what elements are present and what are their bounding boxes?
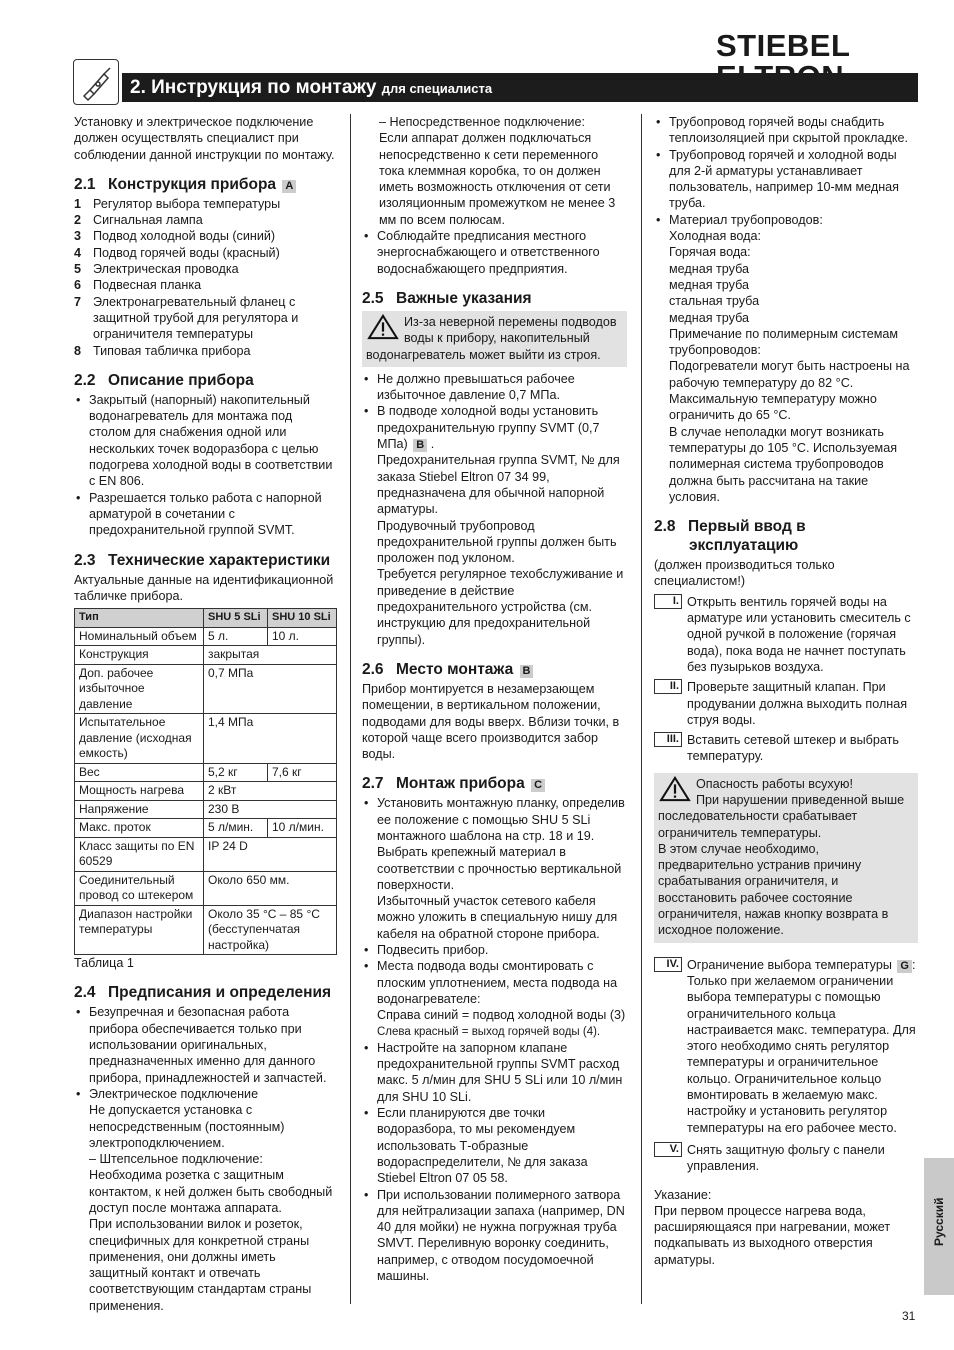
language-tab: Русский [924, 1158, 954, 1295]
list-item: • Безупречная и безопасная работа прибора обеспечивается только при использовании оригинальных, предназначенных именно для данного прибора, принадлежностей и запчастей. [74, 1004, 337, 1085]
column-3 [654, 114, 918, 1268]
list-item: • В подводе холодной воды установить предохранительную группу SVMT (0,7 МПа) B . Предохранительная группа SVMT, № для заказа Stiebel Eltron 07 34 99, предназначена для обычной напорной арматуры. Продувочный трубопровод предохранительной группы должен быть проложен под уклоном. Требуется регулярное техобслуживание и приведение в действие предохранительного устройства (см. инструкцию для предохранительной группы). [362, 403, 627, 647]
commissioning-lead: (должен производиться только специалистом!) [654, 558, 835, 589]
table-row: Диапазон настройки температуры Около 35 °C – 85 °C (бесступенчатая настройка) [75, 905, 337, 955]
page-number: 31 [902, 1309, 916, 1323]
list-item: • Установить монтажную планку, определив ее положение с помощью SHU 5 SLi монтажного шаблона на стр. 18 и 19. Выбрать крепежный материал в соответствии с прочностью вертикальной поверхности. Избыточный участок сетевого кабеля можно уложить в специальную нишу для кабеля на обратной стороне прибора. [362, 795, 627, 942]
list-item: • Настройте на запорном клапане предохранительной группы SVMT расход макс. 5 л/мин для SHU 5 SLi или 10 л/мин для SHU 10 SLi. [362, 1040, 627, 1105]
list-item: 2 Сигнальная лампа [74, 213, 203, 228]
list-item: 4 Подвод горячей воды (красный) [74, 245, 280, 260]
list-item: • Трубопровод горячей воды снабдить теплоизоляцией при скрытой прокладке. [654, 114, 918, 147]
column-divider [350, 114, 351, 1304]
figure-ref-b: B [413, 439, 427, 452]
heading-2-5: 2.5 Важные указания [362, 289, 532, 307]
list-item: • Закрытый (напорный) накопительный водонагреватель для монтажа под столом для снабжения одной или нескольких точек водоразбора с целью подогрева холодной воды в соответствии с EN 806. [74, 392, 337, 490]
section-title: 2. Инструкция по монтажу [130, 77, 377, 98]
mounting-list-continued [654, 114, 918, 505]
column-2 [362, 114, 627, 1284]
table-row: Напряжение 230 В [75, 800, 337, 819]
note-title: Указание: [654, 1187, 712, 1202]
list-item: 6 Подвесная планка [74, 278, 202, 293]
warning-title: Опасность работы всухую! [696, 776, 853, 791]
heading-2-7: 2.7 Монтаж прибора C [362, 774, 627, 793]
figure-ref-g: G [897, 960, 912, 973]
step-2: II. Проверьте защитный клапан. При продувании должна выходить полная струя воды. [654, 679, 918, 728]
list-item: • Соблюдайте предписания местного энергоснабжающего и ответственного водоснабжающего предприятия. [362, 228, 627, 277]
table-row: Макс. проток 5 л/мин. 10 л/мин. [75, 819, 337, 838]
column-1 [74, 114, 337, 1314]
list-item: • Места подвода воды смонтировать с плоским уплотнением, места подвода на водонагревателе: Справа синий = подвод холодной воды (3) Слева красный = выход горячей воды (4). [362, 958, 627, 1039]
heading-2-8: 2.8 Первый ввод в эксплуатацию [654, 518, 806, 555]
note-text: При первом процессе нагрева вода, расширяющаяся при нагревании, может подкапывать из выходного отверстия арматуры. [654, 1203, 891, 1267]
table-row: Мощность нагрева 2 кВт [75, 782, 337, 801]
list-item: 7 Электронагревательный фланец с защитной трубой для регулятора и ограничителя температуры [74, 294, 299, 342]
column-divider [641, 114, 642, 1304]
warning-text: Из-за неверной перемены подводов воды к прибору, накопительный водонагреватель может выйти из строя. [366, 314, 617, 362]
list-item: • Трубопровод горячей и холодной воды для 2-й арматуры устанавливает пользователь, например 10-мм медная труба. [654, 147, 918, 212]
list-item: 5 Электрическая проводка [74, 262, 239, 277]
list-item: 3 Подвод холодной воды (синий) [74, 229, 276, 244]
list-item: • Материал трубопроводов: Холодная вода:Горячая вода: медная трубамедная труба стальная трубамедная труба Примечание по полимерным системам трубопроводов: Подогреватели могут быть настроены на рабочую температуру до 82 °C. Максимальную температуру можно ограничить до 65 °C. В случае неполадки могут возникать температуры до 105 °C. Используемая полимерная система трубопроводов должна быть рассчитана на такие условия. [654, 212, 918, 505]
rules-list [74, 1004, 337, 1314]
section-subtitle: для специалиста [381, 81, 493, 96]
figure-ref-c: C [531, 779, 545, 792]
screwdriver-icon [73, 59, 119, 105]
figure-ref-a: A [282, 180, 296, 193]
dry-run-warning-box [654, 773, 918, 943]
table-row: Конструкция закрытая [75, 646, 337, 665]
table-row: Доп. рабочее избыточное давление 0,7 МПа [75, 664, 337, 714]
intro-text: Установку и электрическое подключение должен осуществлять специалист при соблюдении данной инструкции по монтажу. [74, 115, 335, 162]
notes-list [362, 371, 627, 648]
warning-box [362, 311, 627, 367]
list-item: • Электрическое подключение Не допускается установка с непосредственным (постоянным) электроподключением. – Штепсельное подключение: Необходима розетка с защитным контактом, к ней должен быть свободный доступ после монтажа аппарата. При использовании вилок и розеток, специфичных для конкретной страны применения, они должны иметь защитный контакт и отвечать соответствующим стандартам страны применения. [74, 1086, 337, 1314]
list-item: • Если планируются две точки водоразбора, то мы рекомендуем использовать Т-образные водораспределители, № для заказа Stiebel Eltron 07 05 58. [362, 1105, 627, 1186]
list-item: • Не должно превышаться рабочее избыточное давление 0,7 МПа. [362, 371, 627, 404]
warning-text: При нарушении приведенной выше последовательности срабатывает ограничитель температуры. [658, 792, 905, 840]
heading-2-1: 2.1 Конструкция прибора A [74, 175, 337, 194]
table-caption: Таблица 1 [74, 956, 134, 971]
component-list [74, 196, 337, 359]
rules-list-continued [362, 114, 627, 277]
warning-text-2: В этом случае необходимо, предварительно устранив причину срабатывания ограничителя, и восстановить рабочее состояние ограничителя, нажав кнопку возврата в исходное положение. [658, 841, 889, 938]
table-header-row: Тип SHU 5 SLi SHU 10 SLi [75, 609, 337, 628]
list-item-continued: – Непосредственное подключение: Если аппарат должен подключаться непосредственно к сети переменного тока клеммная коробка, то он должен иметь возможность отключения от сети изоляционным промежутком не менее 3 мм по всем полюсам. [379, 115, 616, 227]
table-row: Испытательное давление (исходная емкость) 1,4 МПа [75, 714, 337, 764]
tech-lead: Актуальные данные на идентификационной табличке прибора. [74, 572, 334, 603]
list-item: • Подвесить прибор. [362, 942, 627, 958]
table-row: Номинальный объем 5 л. 10 л. [75, 627, 337, 646]
location-text: Прибор монтируется в незамерзающем помещении, в вертикальном положении, подводами для воды вверх. Вблизи точки, в которой чаще всего производится забор воды. [362, 681, 620, 762]
list-item: 1 Регулятор выбора температуры [74, 196, 281, 211]
list-item: • При использовании полимерного затвора для нейтрализации запаха (например, DN 40 для мойки) не нужна погружная труба SMVT. Переливную воронку соединить, например, с отводом посудомоечной машины. [362, 1187, 627, 1285]
table-row: Класс защиты по EN 60529 IP 24 D [75, 837, 337, 871]
description-list [74, 392, 337, 539]
warning-icon [366, 314, 400, 340]
table-row: Вес 5,2 кг 7,6 кг [75, 763, 337, 782]
table-row: Соединительный провод со штекером Около 650 мм. [75, 871, 337, 905]
mounting-list [362, 795, 627, 1284]
figure-ref-b: B [520, 665, 534, 678]
step-3: III. Вставить сетевой штекер и выбрать температуру. [654, 732, 918, 765]
heading-2-2: 2.2 Описание прибора [74, 371, 254, 389]
spec-table [74, 608, 337, 955]
heading-2-6: 2.6 Место монтажа B [362, 660, 627, 679]
warning-icon [658, 776, 692, 802]
heading-2-3: 2.3 Технические характеристики [74, 551, 331, 569]
list-item: 8 Типовая табличка прибора [74, 343, 251, 358]
step-5: V. Снять защитную фольгу с панели управления. [654, 1142, 918, 1175]
list-item: • Разрешается только работа с напорной арматурой в сочетании с предохранительной группой SVMT. [74, 490, 337, 539]
heading-2-4: 2.4 Предписания и определения [74, 984, 332, 1002]
brand-logo: STIEBEL [716, 28, 850, 63]
step-1: I. Открыть вентиль горячей воды на арматуре или установить смеситель с одной ручкой в положение (горячая вода), пока вода не начнет поступать без пузырьков воздуха. [654, 594, 918, 675]
step-4: IV. Ограничение выбора температуры G : Только при желаемом ограничении выбора температуры с помощью ограничительного кольца настраивается макс. температура. Для этого необходимо снять регулятор температуры и ограничительное кольцо. Ограничительное кольцо вмонтировать в желаемую макс. настройку и установить регулятор температуры на его рабочее место. [654, 957, 918, 1136]
section-title-bar [122, 73, 918, 102]
